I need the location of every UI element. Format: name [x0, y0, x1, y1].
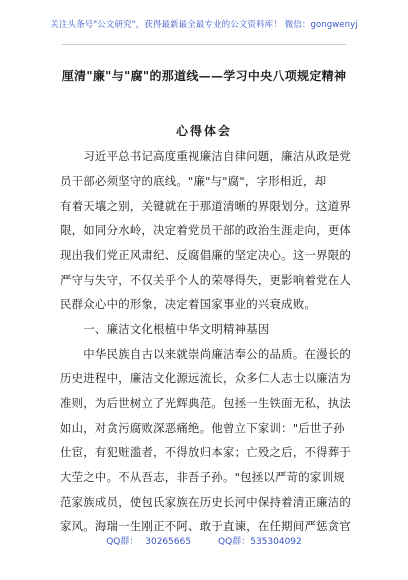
- body-line: 仕宦，有犯赃滥者，不得放归本家；亡殁之后，不得葬于: [60, 445, 352, 459]
- section-heading: 一、廉洁文化根植中华文明精神基因: [60, 322, 270, 336]
- body-line: 范家族成员，使包氏家族在历史长河中保持着清正廉洁的: [60, 495, 352, 509]
- body-line: 大茔之中。不从吾志，非吾子孙。"包拯以严苛的家训规: [60, 470, 345, 484]
- body-line: 准则，为后世树立了光辉典范。包拯一生铁面无私，执法: [60, 396, 352, 410]
- header-divider: [62, 44, 346, 45]
- body-line: 现出我们党正风肃纪、反腐倡廉的坚定决心。这一界限的: [60, 248, 352, 262]
- body-line: 民群众心中的形象，决定着国家事业的兴衰成败。: [60, 297, 317, 311]
- page-footer-qq: QQ群： 30265665 QQ群：535304092: [106, 537, 302, 547]
- body-line: 如山，对贪污腐败深恶痛绝。他曾立下家训："后世子孙: [60, 421, 345, 435]
- body-line: 家风。海瑞一生刚正不阿、敢于直谏，在任期间严惩贪官: [60, 519, 352, 533]
- page-header-promo: 关注头条号"公文研究"，获得最新最全最专业的公文资料库！ 微信：gongwenyj: [50, 20, 358, 30]
- document-subtitle: 心得体会: [175, 124, 232, 138]
- body-line: 中华民族自古以来就崇尚廉洁奉公的品质。在漫长的: [60, 347, 352, 361]
- body-line: 有着天壤之别，关键就在于那道清晰的界限划分。这道界: [60, 199, 352, 213]
- body-line: 员干部必须坚守的底线。"廉"与"腐"，字形相近，却: [60, 174, 327, 188]
- body-line: 历史进程中，廉洁文化源远流长，众多仁人志士以廉洁为: [60, 371, 352, 385]
- body-line: 限，如同分水岭，决定着党员干部的政治生涯走向，更体: [60, 223, 352, 237]
- body-line: 习近平总书记高度重视廉洁自律问题，廉洁从政是党: [60, 149, 352, 163]
- body-line: 严守与失守，不仅关乎个人的荣辱得失，更影响着党在人: [60, 273, 352, 287]
- document-title: 厘清"廉"与"腐"的那道线——学习中央八项规定精神: [61, 69, 347, 83]
